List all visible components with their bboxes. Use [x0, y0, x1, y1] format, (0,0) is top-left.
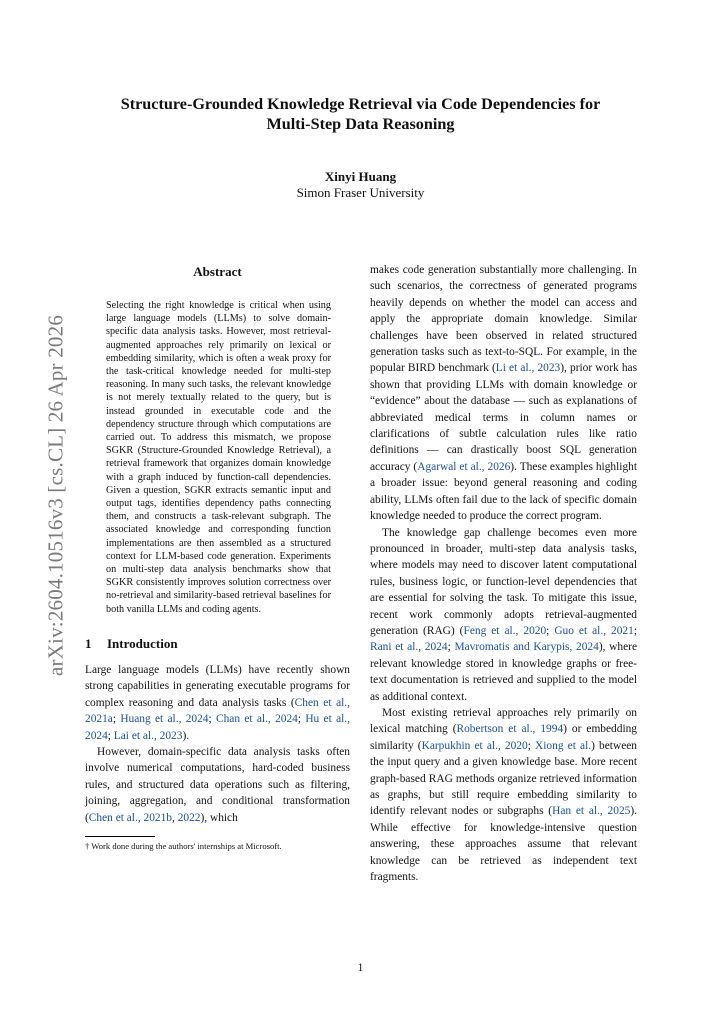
text-run: ), which	[200, 811, 238, 824]
text-run: ;	[112, 713, 121, 726]
intro-paragraph-3	[370, 262, 637, 525]
citation-link[interactable]: Chen et al., 2021b	[88, 811, 172, 824]
citation-link[interactable]: Mavromatis and Karypis, 2024	[454, 641, 599, 654]
arxiv-identifier: arXiv:2604.10516v3 [cs.CL] 26 Apr 2026	[43, 314, 68, 677]
citation-link[interactable]: 2022	[177, 811, 201, 824]
citation-link[interactable]: Huang et al., 2024	[120, 713, 209, 726]
author-name: Xinyi Huang	[324, 169, 397, 184]
citation-link[interactable]: Karpukhin et al., 2020	[421, 739, 528, 752]
citation-link[interactable]: Chan et al., 2024	[215, 713, 298, 726]
text-run: ), prior work has shown that providing LLMs with domain knowledge or “evidence” about the database — such as explanations of abbreviated medical terms in column names or clarifications of subtle calculation rules like ratio definitions — can drastically boost SQL generation accuracy (	[370, 362, 637, 473]
text-run: ;	[633, 624, 637, 637]
page-number: 1	[357, 962, 364, 974]
text-run: Most existing retrieval approaches rely primarily on lexical matching (	[370, 706, 637, 736]
text-run: However, domain-specific data analysis tasks often involve numerical computations, hard-coded business rules, and structured data operations such as filtering, joining, aggregation, and conditional transformation (	[85, 745, 350, 824]
citation-link[interactable]: Li et al., 2023	[495, 362, 561, 375]
text-run: ;	[546, 624, 555, 637]
citation-link[interactable]: Xiong et al.	[535, 739, 592, 752]
citation-link[interactable]: Rani et al., 2024	[370, 641, 448, 654]
author-block	[200, 169, 521, 201]
text-run: ), where relevant knowledge stored in knowledge graphs or free-text documentation is retrieved and supplied to the model as additional context.	[370, 641, 637, 703]
text-run: ).	[182, 729, 190, 742]
section-heading-introduction	[85, 636, 350, 652]
text-run: Large language models (LLMs) have recently shown strong capabilities in generating executable programs for complex reasoning and data analysis tasks (	[85, 663, 350, 709]
text-run: ;	[208, 713, 216, 726]
right-column	[370, 262, 637, 885]
text-run: ;	[297, 713, 306, 726]
intro-paragraph-4	[370, 525, 637, 705]
text-run: ;	[107, 729, 114, 742]
text-run: ) between the input query and a given knowledge base. More recent graph-based RAG methods organize retrieved information as graphs, but still require embedding similarity to identify relevant nodes or subgraphs (	[370, 739, 638, 818]
text-run: makes code generation substantially more challenging. In such scenarios, the correctness of generated programs heavily depends on whether the model can access and apply the appropriate domain knowledge. Similar challenges have been observed in related structured generation tasks such as text-to-SQL. For example, in the popular BIRD benchmark (	[370, 264, 637, 375]
text-run: ). These examples highlight a broader issue: beyond general reasoning and coding ability, LLMs often fail due to the lack of specific domain knowledge needed to produce the correct program.	[370, 460, 637, 523]
citation-link[interactable]: Hu et al., 2024	[85, 713, 350, 742]
text-run: ) or embedding similarity (	[370, 723, 637, 752]
citation-link[interactable]: Feng et al., 2020	[463, 624, 547, 637]
citation-link[interactable]: Robertson et al., 1994	[456, 723, 564, 736]
intro-paragraph-1	[85, 662, 350, 744]
section-title: Introduction	[107, 635, 178, 651]
intro-paragraph-2	[85, 744, 350, 826]
abstract-text: Selecting the right knowledge is critical when using large language models (LLMs) to solve domain-specific data analysis tasks. However, most retrieval-augmented approaches rely primarily on lexical or embedding similarity, which is often a weak proxy for the task-critical knowledge needed for multi-step reasoning. In many such tasks, the relevant knowledge is not merely textually related to the query, but is instead grounded in executable code and the dependency structure through which computations are carried out. To address this mismatch, we propose SGKR (Structure-Grounded Knowledge Retrieval), a retrieval framework that organizes domain knowledge with a graph induced by function-call dependencies. Given a question, SGKR extracts semantic input and output tags, identifies dependency paths connecting them, and constructs a task-relevant subgraph. The associated knowledge and corresponding function implementations are then assembled as a structured context for LLM-based code generation. Experiments on multi-step data analysis benchmarks show that SGKR consistently improves solution correctness over no-retrieval and similarity-based retrieval baselines for both vanilla LLMs and coding agents.	[106, 300, 331, 615]
text-run: ,	[172, 811, 178, 824]
abstract-heading: Abstract	[193, 264, 242, 279]
title-line-1: Structure-Grounded Knowledge Retrieval via Code Dependencies for	[120, 95, 601, 113]
text-run: ;	[527, 739, 536, 752]
section-number: 1	[85, 635, 92, 651]
footnote: † Work done during the authors' internships at Microsoft.	[85, 840, 282, 851]
intro-paragraph-5	[370, 705, 637, 885]
text-run: The knowledge gap challenge becomes even more pronounced in broader, multi-step data analysis tasks, where models may need to discover latent computational rules, business logic, or function-level dependencies that are essential for solving the task. To mitigate this issue, recent work commonly adopts retrieval-augmented generation (RAG) (	[370, 526, 637, 637]
citation-link[interactable]: Han et al., 2025	[552, 805, 631, 818]
paper-title	[80, 94, 641, 134]
left-column	[85, 264, 350, 852]
citation-link[interactable]: Lai et al., 2023	[113, 729, 183, 742]
citation-link[interactable]: Chen et al., 2021a	[85, 696, 350, 726]
author-affiliation: Simon Fraser University	[296, 185, 425, 200]
citation-link[interactable]: Guo et al., 2021	[554, 624, 634, 637]
footnote-rule	[85, 836, 155, 837]
citation-link[interactable]: Agarwal et al., 2026	[417, 460, 511, 473]
title-line-2: Multi-Step Data Reasoning	[266, 115, 455, 133]
text-run: ;	[447, 641, 455, 654]
arxiv-sidebar	[36, 296, 68, 677]
text-run: ). While effective for knowledge-intensive question answering, these approaches assume that relevant knowledge can be retrieved as independent text fragments.	[370, 805, 637, 884]
